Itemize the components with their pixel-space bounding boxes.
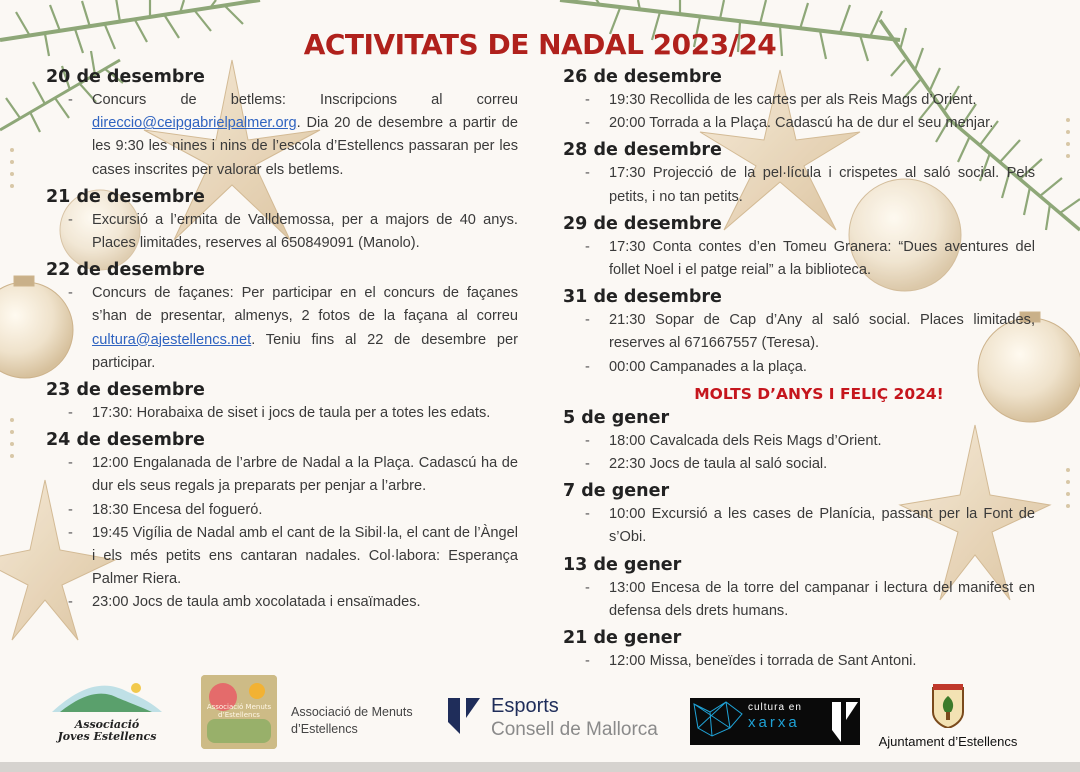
list-dash: - xyxy=(585,165,590,182)
date-heading: 23 de desembre xyxy=(46,380,205,401)
consell-mallorca-white-mark-icon xyxy=(832,702,858,742)
email-link[interactable]: cultura@ajestellencs.net xyxy=(92,331,252,348)
date-heading: 7 de gener xyxy=(563,481,670,502)
ajuntament-label: Ajuntament d’Estellencs xyxy=(878,734,1018,749)
list-dash: - xyxy=(585,432,590,449)
logo-cultura-en-xarxa xyxy=(690,698,860,745)
activity-list xyxy=(563,577,1035,623)
bottom-strip xyxy=(0,762,1080,772)
date-heading: 29 de desembre xyxy=(563,213,722,234)
consell-label: Consell de Mallorca xyxy=(491,719,658,740)
list-dash: - xyxy=(68,524,73,541)
list-dash: - xyxy=(68,211,73,228)
activity-list xyxy=(46,402,518,425)
activity-item xyxy=(46,452,518,498)
activity-text: 12:00 Missa, beneïdes i torrada de Sant Antoni. xyxy=(609,653,917,670)
greeting-banner: MOLTS D’ANYS I FELIÇ 2024! xyxy=(694,384,944,403)
menuts-logo-text: Associació Menuts d’Estellencs xyxy=(206,703,272,719)
menuts-association-name xyxy=(291,704,441,738)
list-dash: - xyxy=(585,653,590,670)
list-dash: - xyxy=(585,92,590,108)
logo-esports-consell xyxy=(448,696,678,746)
menuts-line1: Associació de Menuts xyxy=(291,705,413,719)
list-dash: - xyxy=(68,285,73,302)
activity-list xyxy=(46,282,518,375)
left-schedule-column xyxy=(46,66,518,619)
activity-text: 20:00 Torrada a la Plaça. Cadascú ha de dur el seu menjar. xyxy=(609,115,994,132)
activity-text: 21:30 Sopar de Cap d’Any al saló social. Places limitades, reserves al 671667557 (Teresa). xyxy=(609,312,1035,352)
activity-list xyxy=(46,452,518,614)
activity-item xyxy=(563,309,1035,355)
activity-item xyxy=(46,89,518,182)
activity-text: 10:00 Excursió a les cases de Planícia, passant per la Font de s’Obi. xyxy=(609,506,1035,546)
list-dash: - xyxy=(68,92,73,108)
activity-item xyxy=(46,209,518,255)
logo-menuts-image xyxy=(201,675,277,749)
activity-text: 22:30 Jocs de taula al saló social. xyxy=(609,456,828,473)
activity-text: Excursió a l’ermita de Valldemossa, per a majors de 40 anys. Places limitades, reserves al 650849091 (Manolo). xyxy=(92,211,518,252)
coat-of-arms-icon xyxy=(931,684,965,728)
menuts-line2: d’Estellencs xyxy=(291,722,358,736)
activity-item xyxy=(46,591,518,614)
list-dash: - xyxy=(68,405,73,422)
cultura-line1: cultura en xyxy=(748,702,802,713)
page-title: ACTIVITATS DE NADAL 2023/24 xyxy=(303,28,777,61)
activity-list xyxy=(563,162,1035,208)
activity-item xyxy=(46,522,518,592)
activity-list xyxy=(563,89,1035,135)
activity-text: 18:00 Cavalcada dels Reis Mags d’Orient. xyxy=(609,432,882,449)
activity-item xyxy=(563,162,1035,208)
logo-joves-estellencs xyxy=(48,678,166,748)
date-heading: 24 de desembre xyxy=(46,430,205,451)
activity-text: 13:00 Encesa de la torre del campanar i lectura del manifest en defensa dels drets humans. xyxy=(609,579,1035,619)
activity-list xyxy=(563,430,1035,476)
date-heading: 28 de desembre xyxy=(563,140,722,161)
date-heading: 31 de desembre xyxy=(563,287,722,308)
email-link[interactable]: direccio@ceipgabrielpalmer.org xyxy=(92,115,297,132)
joves-line2: Joves Estellencs xyxy=(57,730,157,743)
activity-text-continued: . Dia 20 de desembre a partir de les 9:30 les nines i nins de l’escola d’Estellencs passaran per les cases inscrites per valorar els betlems. xyxy=(92,115,518,178)
activity-item xyxy=(563,236,1035,282)
list-dash: - xyxy=(68,455,73,472)
mountain-logo-icon xyxy=(48,678,166,714)
activity-text: 12:00 Engalanada de l’arbre de Nadal a la Plaça. Cadascú ha de dur els seus regals ja preparats per penjar a l’arbre. xyxy=(92,455,518,495)
date-heading: 21 de desembre xyxy=(46,186,205,207)
activity-list xyxy=(46,209,518,255)
activity-item xyxy=(563,89,1035,112)
joves-line1: Associació xyxy=(74,718,140,731)
list-dash: - xyxy=(585,456,590,473)
activity-list xyxy=(563,236,1035,282)
activity-text: 00:00 Campanades a la plaça. xyxy=(609,358,807,375)
cultura-line2: xarxa xyxy=(748,714,800,731)
activity-item xyxy=(46,499,518,522)
activity-list xyxy=(563,309,1035,379)
activity-item xyxy=(563,650,1035,673)
logo-ajuntament-estellencs xyxy=(872,684,1024,750)
right-schedule-column xyxy=(563,66,1035,677)
date-heading: 20 de desembre xyxy=(46,67,205,87)
activity-list xyxy=(46,89,518,182)
list-dash: - xyxy=(585,579,590,596)
activity-text: Concurs de façanes: Per participar en el concurs de façanes s’han de presentar, almenys, 2 fotos de la façana al correu xyxy=(92,285,518,325)
activity-item xyxy=(46,402,518,425)
activity-item xyxy=(563,112,1035,135)
activity-text: 17:30 Projecció de la pel·lícula i crispetes al saló social. Pels petits, i no tan petits. xyxy=(609,165,1035,205)
list-dash: - xyxy=(68,501,73,518)
activity-text-continued: . Teniu fins al 22 de desembre per participar. xyxy=(92,331,518,371)
activity-text: 18:30 Encesa del foguerό. xyxy=(92,501,263,518)
list-dash: - xyxy=(585,358,590,375)
activity-item xyxy=(46,282,518,375)
list-dash: - xyxy=(68,594,73,611)
activity-item xyxy=(563,503,1035,549)
activity-text: 19:45 Vigília de Nadal amb el cant de la Sibil·la, el cant de l’Àngel i els més petits ens cantaran nadales. Col·labora: Esperança Palmer Riera. xyxy=(92,524,518,588)
date-heading: 21 de gener xyxy=(563,628,682,649)
date-heading: 26 de desembre xyxy=(563,67,722,87)
activity-item xyxy=(563,577,1035,623)
activity-list xyxy=(563,650,1035,673)
sponsor-logos xyxy=(0,672,1080,772)
network-mesh-icon xyxy=(690,698,750,745)
list-dash: - xyxy=(585,115,590,132)
activity-item xyxy=(563,453,1035,476)
list-dash: - xyxy=(585,238,590,255)
activity-text: 19:30 Recollida de les cartes per als Reis Mags d’Orient. xyxy=(609,92,977,108)
activity-item xyxy=(563,430,1035,453)
activity-text: 17:30 Conta contes d’en Tomeu Granera: “Dues aventures del follet Noel i el patge reial” a la biblioteca. xyxy=(609,238,1035,279)
date-heading: 22 de desembre xyxy=(46,260,205,281)
activity-text: 23:00 Jocs de taula amb xocolatada i ensaïmades. xyxy=(92,594,421,611)
activity-text: Concurs de betlems: Inscripcions al correu xyxy=(92,92,518,108)
activity-item xyxy=(563,356,1035,379)
date-heading: 5 de gener xyxy=(563,407,670,428)
activity-text: 17:30: Horabaixa de siset i jocs de taula per a totes les edats. xyxy=(92,405,491,422)
date-heading: 13 de gener xyxy=(563,554,682,575)
esports-label: Esports xyxy=(491,695,559,717)
list-dash: - xyxy=(585,312,590,329)
consell-mallorca-mark-icon xyxy=(448,698,482,734)
list-dash: - xyxy=(585,506,590,523)
activity-list xyxy=(563,503,1035,549)
